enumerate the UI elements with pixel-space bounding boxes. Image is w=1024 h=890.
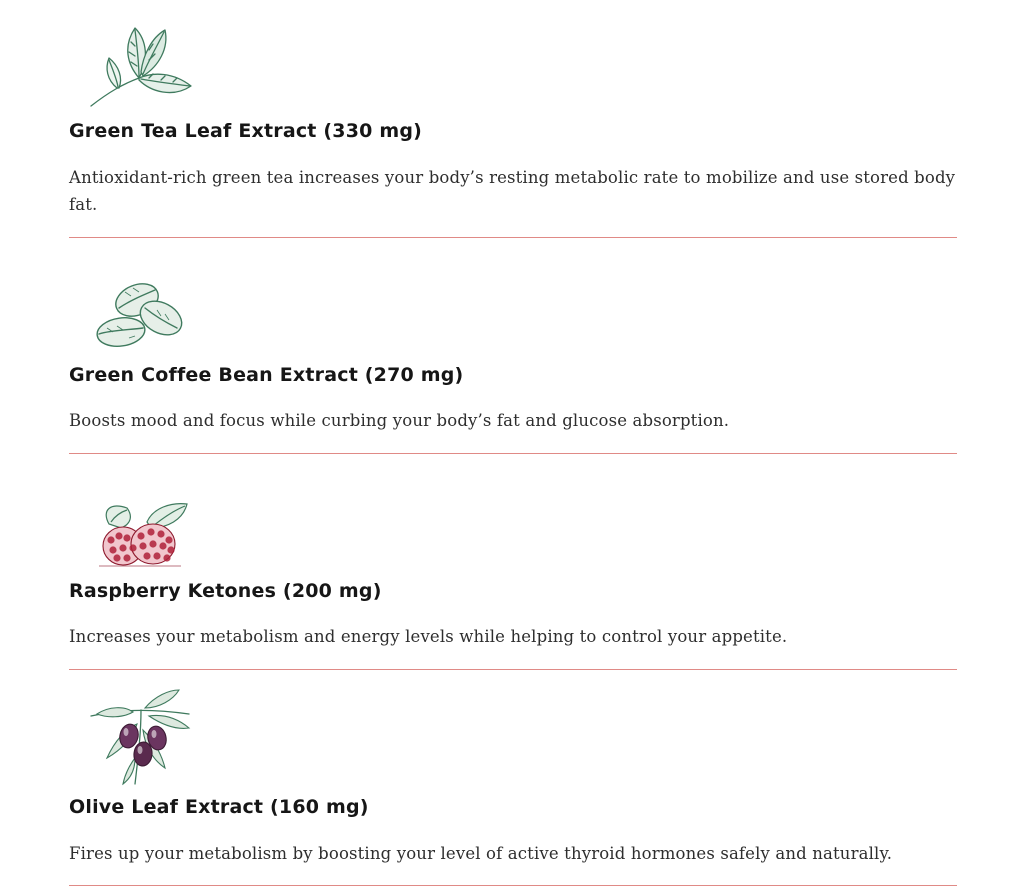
ingredient-title: Green Tea Leaf Extract (330 mg) [69, 120, 423, 142]
ingredient-description: Boosts mood and focus while curbing your body’s fat and glucose absorption. [69, 411, 730, 430]
divider [69, 885, 957, 886]
ingredient-title: Green Coffee Bean Extract (270 mg) [69, 364, 464, 386]
ingredient-title: Olive Leaf Extract (160 mg) [69, 796, 369, 818]
ingredient-title: Raspberry Ketones (200 mg) [69, 580, 382, 602]
ingredient-description: Increases your metabolism and energy levels while helping to control your appetite. [69, 627, 788, 646]
olive-branch-icon [89, 688, 193, 790]
ingredient-olive-leaf [69, 0, 957, 890]
ingredient-description: Fires up your metabolism by boosting your level of active thyroid hormones safely and naturally. [69, 844, 893, 863]
ingredient-description: Antioxidant-rich green tea increases your body’s resting metabolic rate to mobilize and use stored body fat. [69, 168, 956, 214]
